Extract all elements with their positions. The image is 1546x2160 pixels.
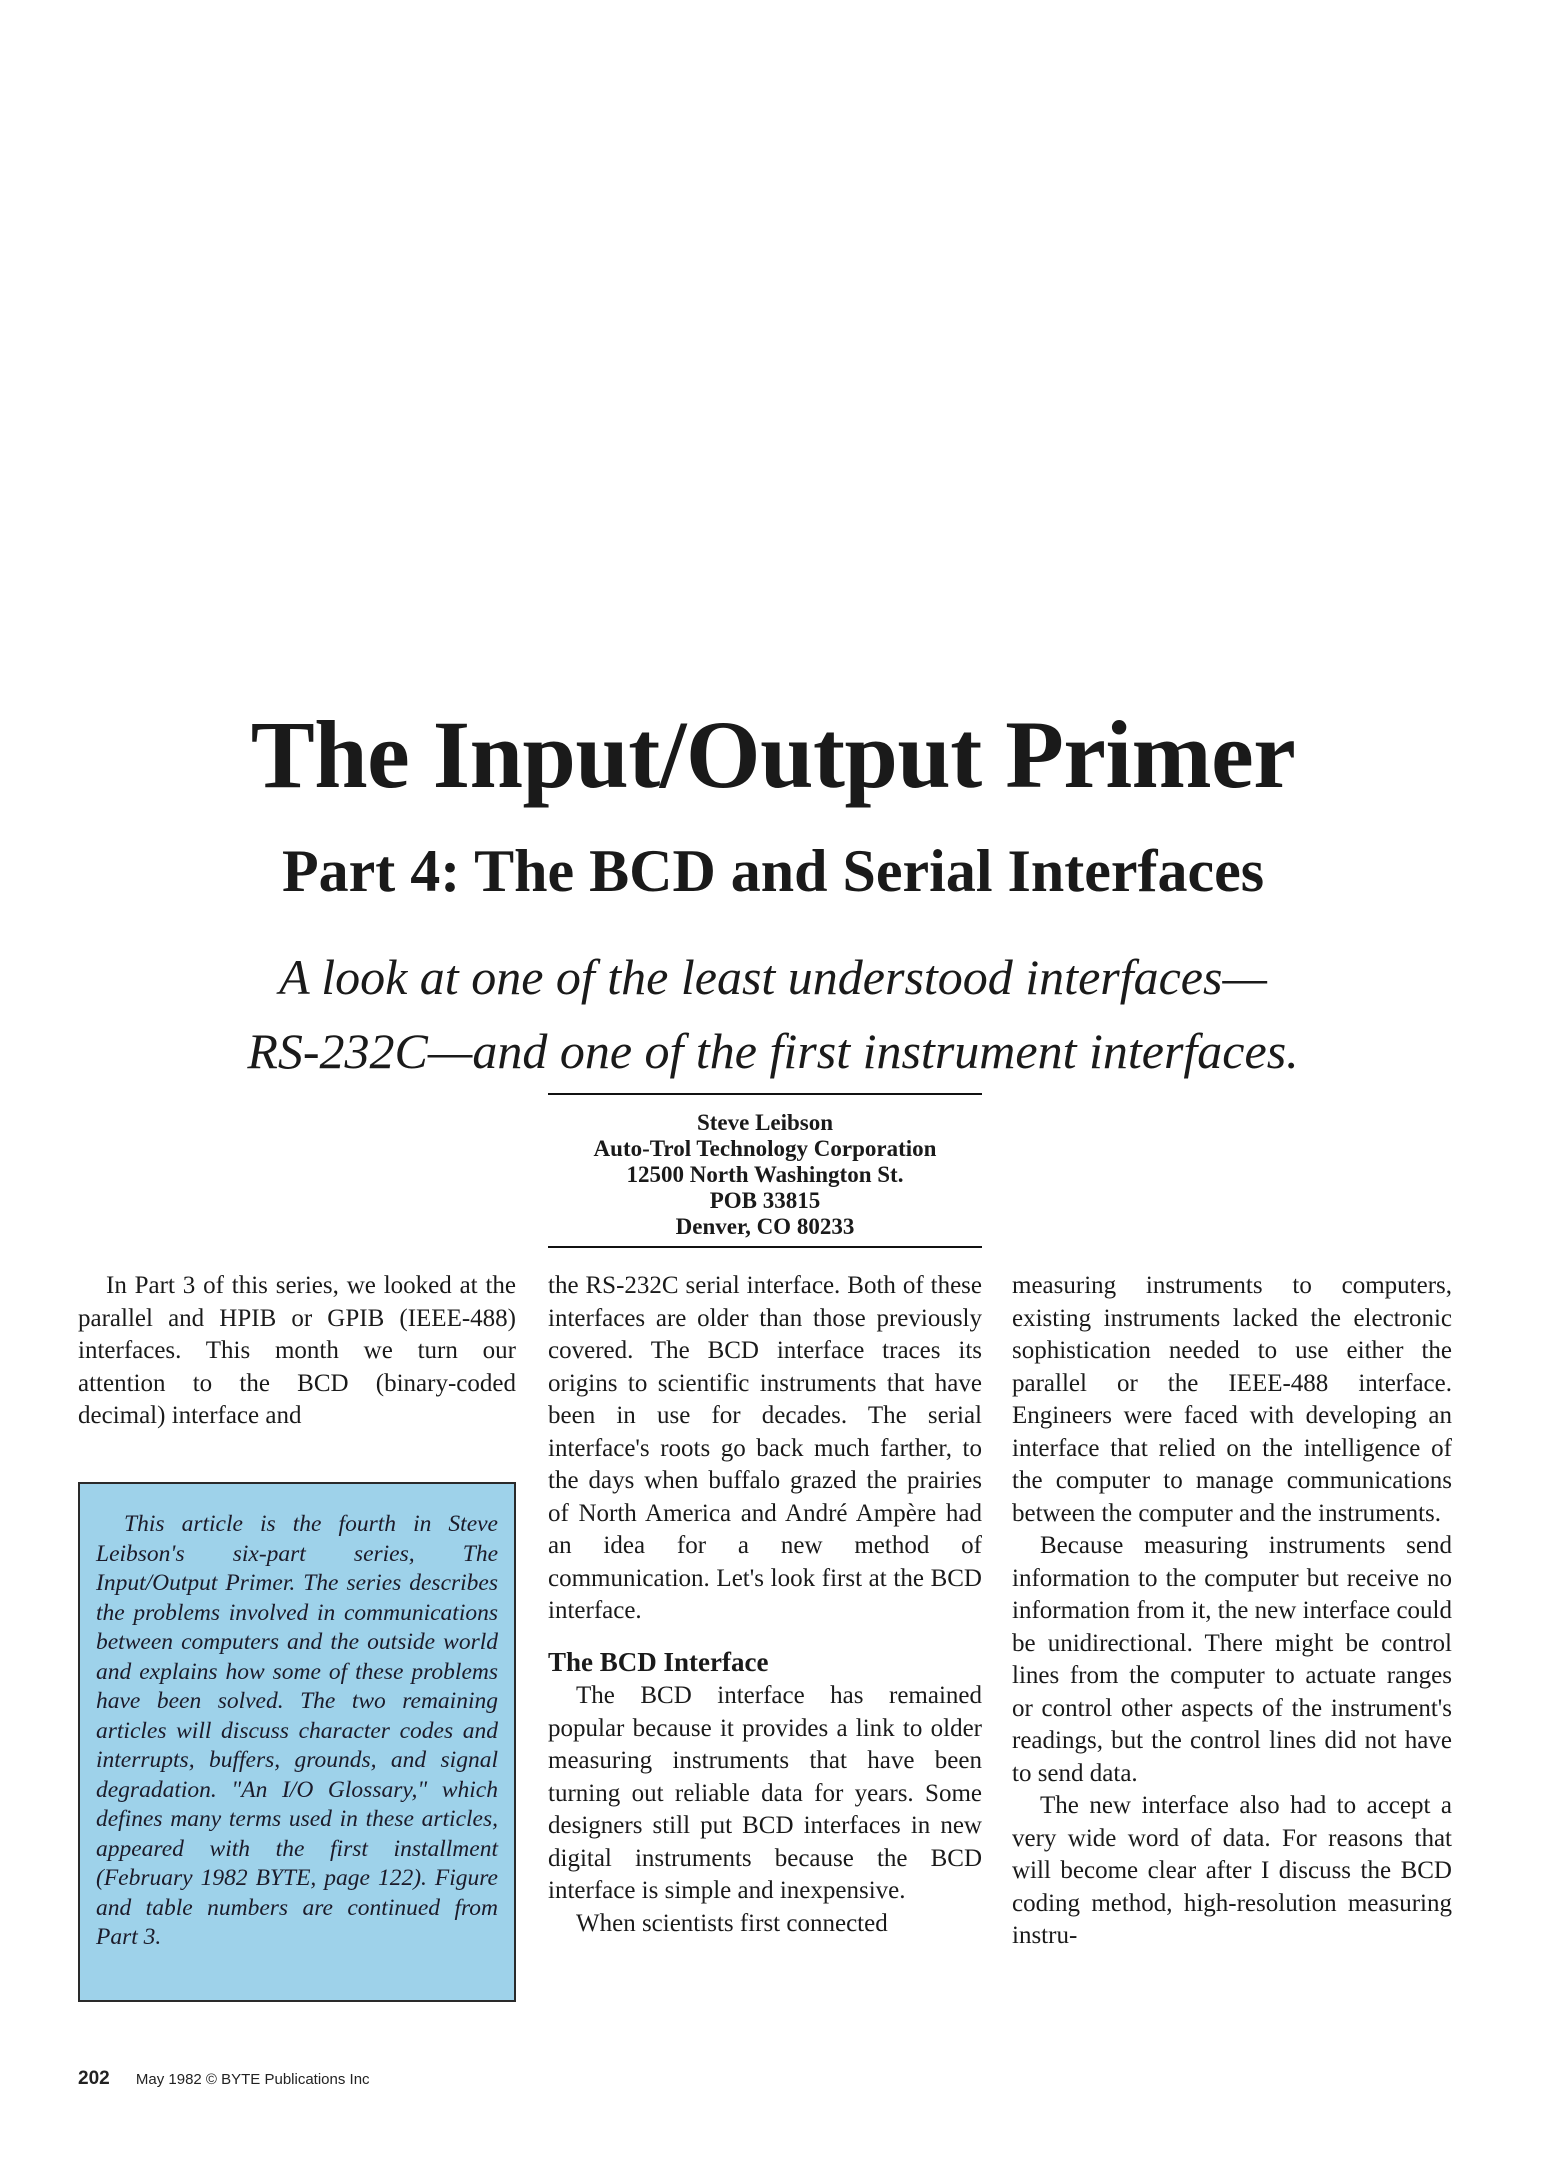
author-company: Auto-Trol Technology Corporation (593, 1136, 937, 1161)
body-paragraph: The BCD interface has remained popular because it provides a link to older measuring instruments that have been turning out reliable data for years. Some designers still put BCD interfaces in new digital instruments because the BCD interface is simple and inexpensive. (548, 1682, 982, 1904)
byline-top-rule (548, 1093, 982, 1095)
column-2 (548, 1270, 982, 1940)
author-city: Denver, CO 80233 (675, 1214, 855, 1239)
series-sidebar (78, 1482, 516, 2002)
byline-bottom-rule (548, 1246, 982, 1248)
column-1 (78, 1270, 516, 1433)
author-name: Steve Leibson (696, 1110, 834, 1135)
body-paragraph: measuring instruments to computers, existing instruments lacked the electronic sophistication needed to use either the parallel or the IEEE-488 interface. Engineers were faced with developing an interface that relied on the intelligence of the computer to manage communications between the computer and the instruments. (1012, 1272, 1452, 1527)
deck-line: A look at one of the least understood interfaces— (279, 949, 1267, 1005)
page-number: 202 (78, 2068, 110, 2089)
page-footer (78, 2068, 370, 2090)
article-subtitle: Part 4: The BCD and Serial Interfaces (281, 838, 1265, 904)
author-pob: POB 33815 (709, 1188, 821, 1213)
issue-credit: May 1982 © BYTE Publications Inc (135, 2071, 370, 2088)
article-deck (0, 940, 1546, 1088)
article-title: The Input/Output Primer (250, 701, 1296, 808)
section-heading: The BCD Interface (548, 1646, 769, 1677)
deck-line: RS-232C—and one of the first instrument interfaces. (247, 1023, 1299, 1079)
body-paragraph: the RS-232C serial interface. Both of these interfaces are older than those previously covered. The BCD interface traces its origins to scientific instruments that have been in use for decades. The serial interface's roots go back much farther, to the days when buffalo grazed the prairies of North America and André Ampère had an idea for a new method of communication. Let's look first at the BCD interface. (548, 1272, 982, 1624)
sidebar-text: This article is the fourth in Steve Leibson's six-part series, The Input/Output Primer. The series describes the problems involved in communications between computers and the outside world and explains how some of these problems have been solved. The two remaining articles will discuss character codes and interrupts, buffers, grounds, and signal degradation. "An I/O Glossary," which defines many terms used in these articles, appeared with the first installment (February 1982 BYTE, page 122). Figure and table numbers are continued from Part 3. (96, 1511, 498, 1950)
column-3 (1012, 1270, 1452, 1953)
intro-paragraph: In Part 3 of this series, we looked at the parallel and HPIB or GPIB (IEEE-488) interfaces. This month we turn our attention to the BCD (binary-coded decimal) interface and (78, 1272, 516, 1429)
byline (548, 1110, 982, 1240)
body-paragraph: The new interface also had to accept a very wide word of data. For reasons that will become clear after I discuss the BCD coding method, high-resolution measuring instru- (1012, 1792, 1452, 1949)
body-paragraph: Because measuring instruments send information to the computer but receive no information from it, the new interface could be unidirectional. There might be control lines from the computer to actuate ranges or control other aspects of the instrument's readings, but the control lines did not have to send data. (1012, 1532, 1452, 1787)
body-paragraph: When scientists first connected (576, 1909, 888, 1937)
author-street: 12500 North Washington St. (626, 1162, 904, 1187)
